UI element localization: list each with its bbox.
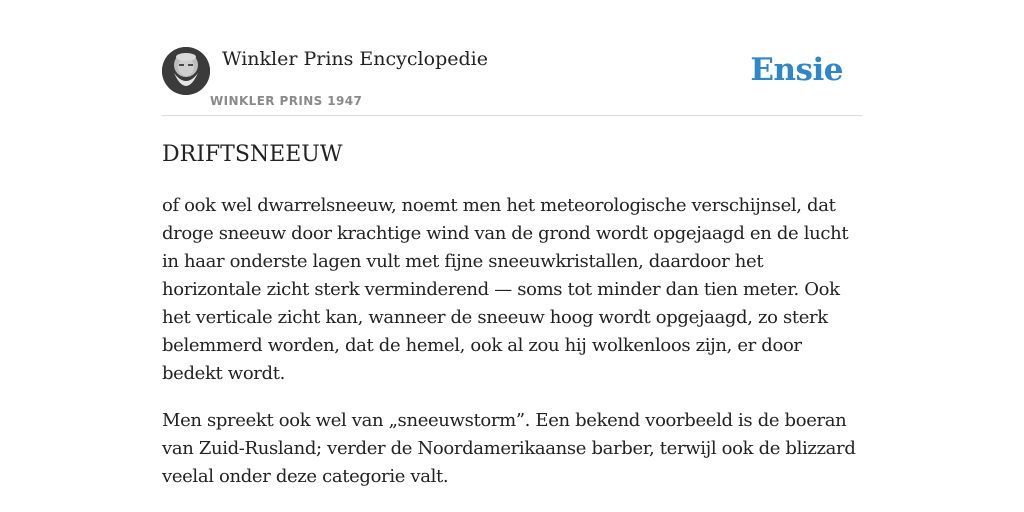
article-container bbox=[162, 46, 862, 491]
article-header bbox=[162, 46, 862, 116]
portrait-image bbox=[162, 47, 210, 95]
article-paragraph: Men spreekt ook wel van „sneeuwstorm”. Een bekend voorbeeld is de boeran van Zuid-Rusland; verder de Noordamerikaanse barber, terwijl ook de blizzard veelal onder deze categorie valt. bbox=[162, 410, 856, 487]
source-subtitle: WINKLER PRINS 1947 bbox=[210, 94, 363, 108]
source-title[interactable]: Winkler Prins Encyclopedie bbox=[222, 48, 488, 70]
author-avatar[interactable] bbox=[162, 47, 210, 95]
ensie-logo[interactable]: Ensie bbox=[750, 52, 843, 88]
article-title: DRIFTSNEEUW bbox=[162, 142, 343, 167]
article-paragraph: of ook wel dwarrelsneeuw, noemt men het meteorologische verschijnsel, dat droge sneeuw door krachtige wind van de grond wordt opgejaagd en de lucht in haar onderste lagen vult met fijne sneeuwkristallen, daardoor het horizontale zicht sterk verminderend — soms tot minder dan tien meter. Ook het verticale zicht kan, wanneer de sneeuw hoog wordt opgejaagd, zo sterk belemmerd worden, dat de hemel, ook al zou hij wolkenloos zijn, er door bedekt wordt. bbox=[162, 195, 849, 384]
